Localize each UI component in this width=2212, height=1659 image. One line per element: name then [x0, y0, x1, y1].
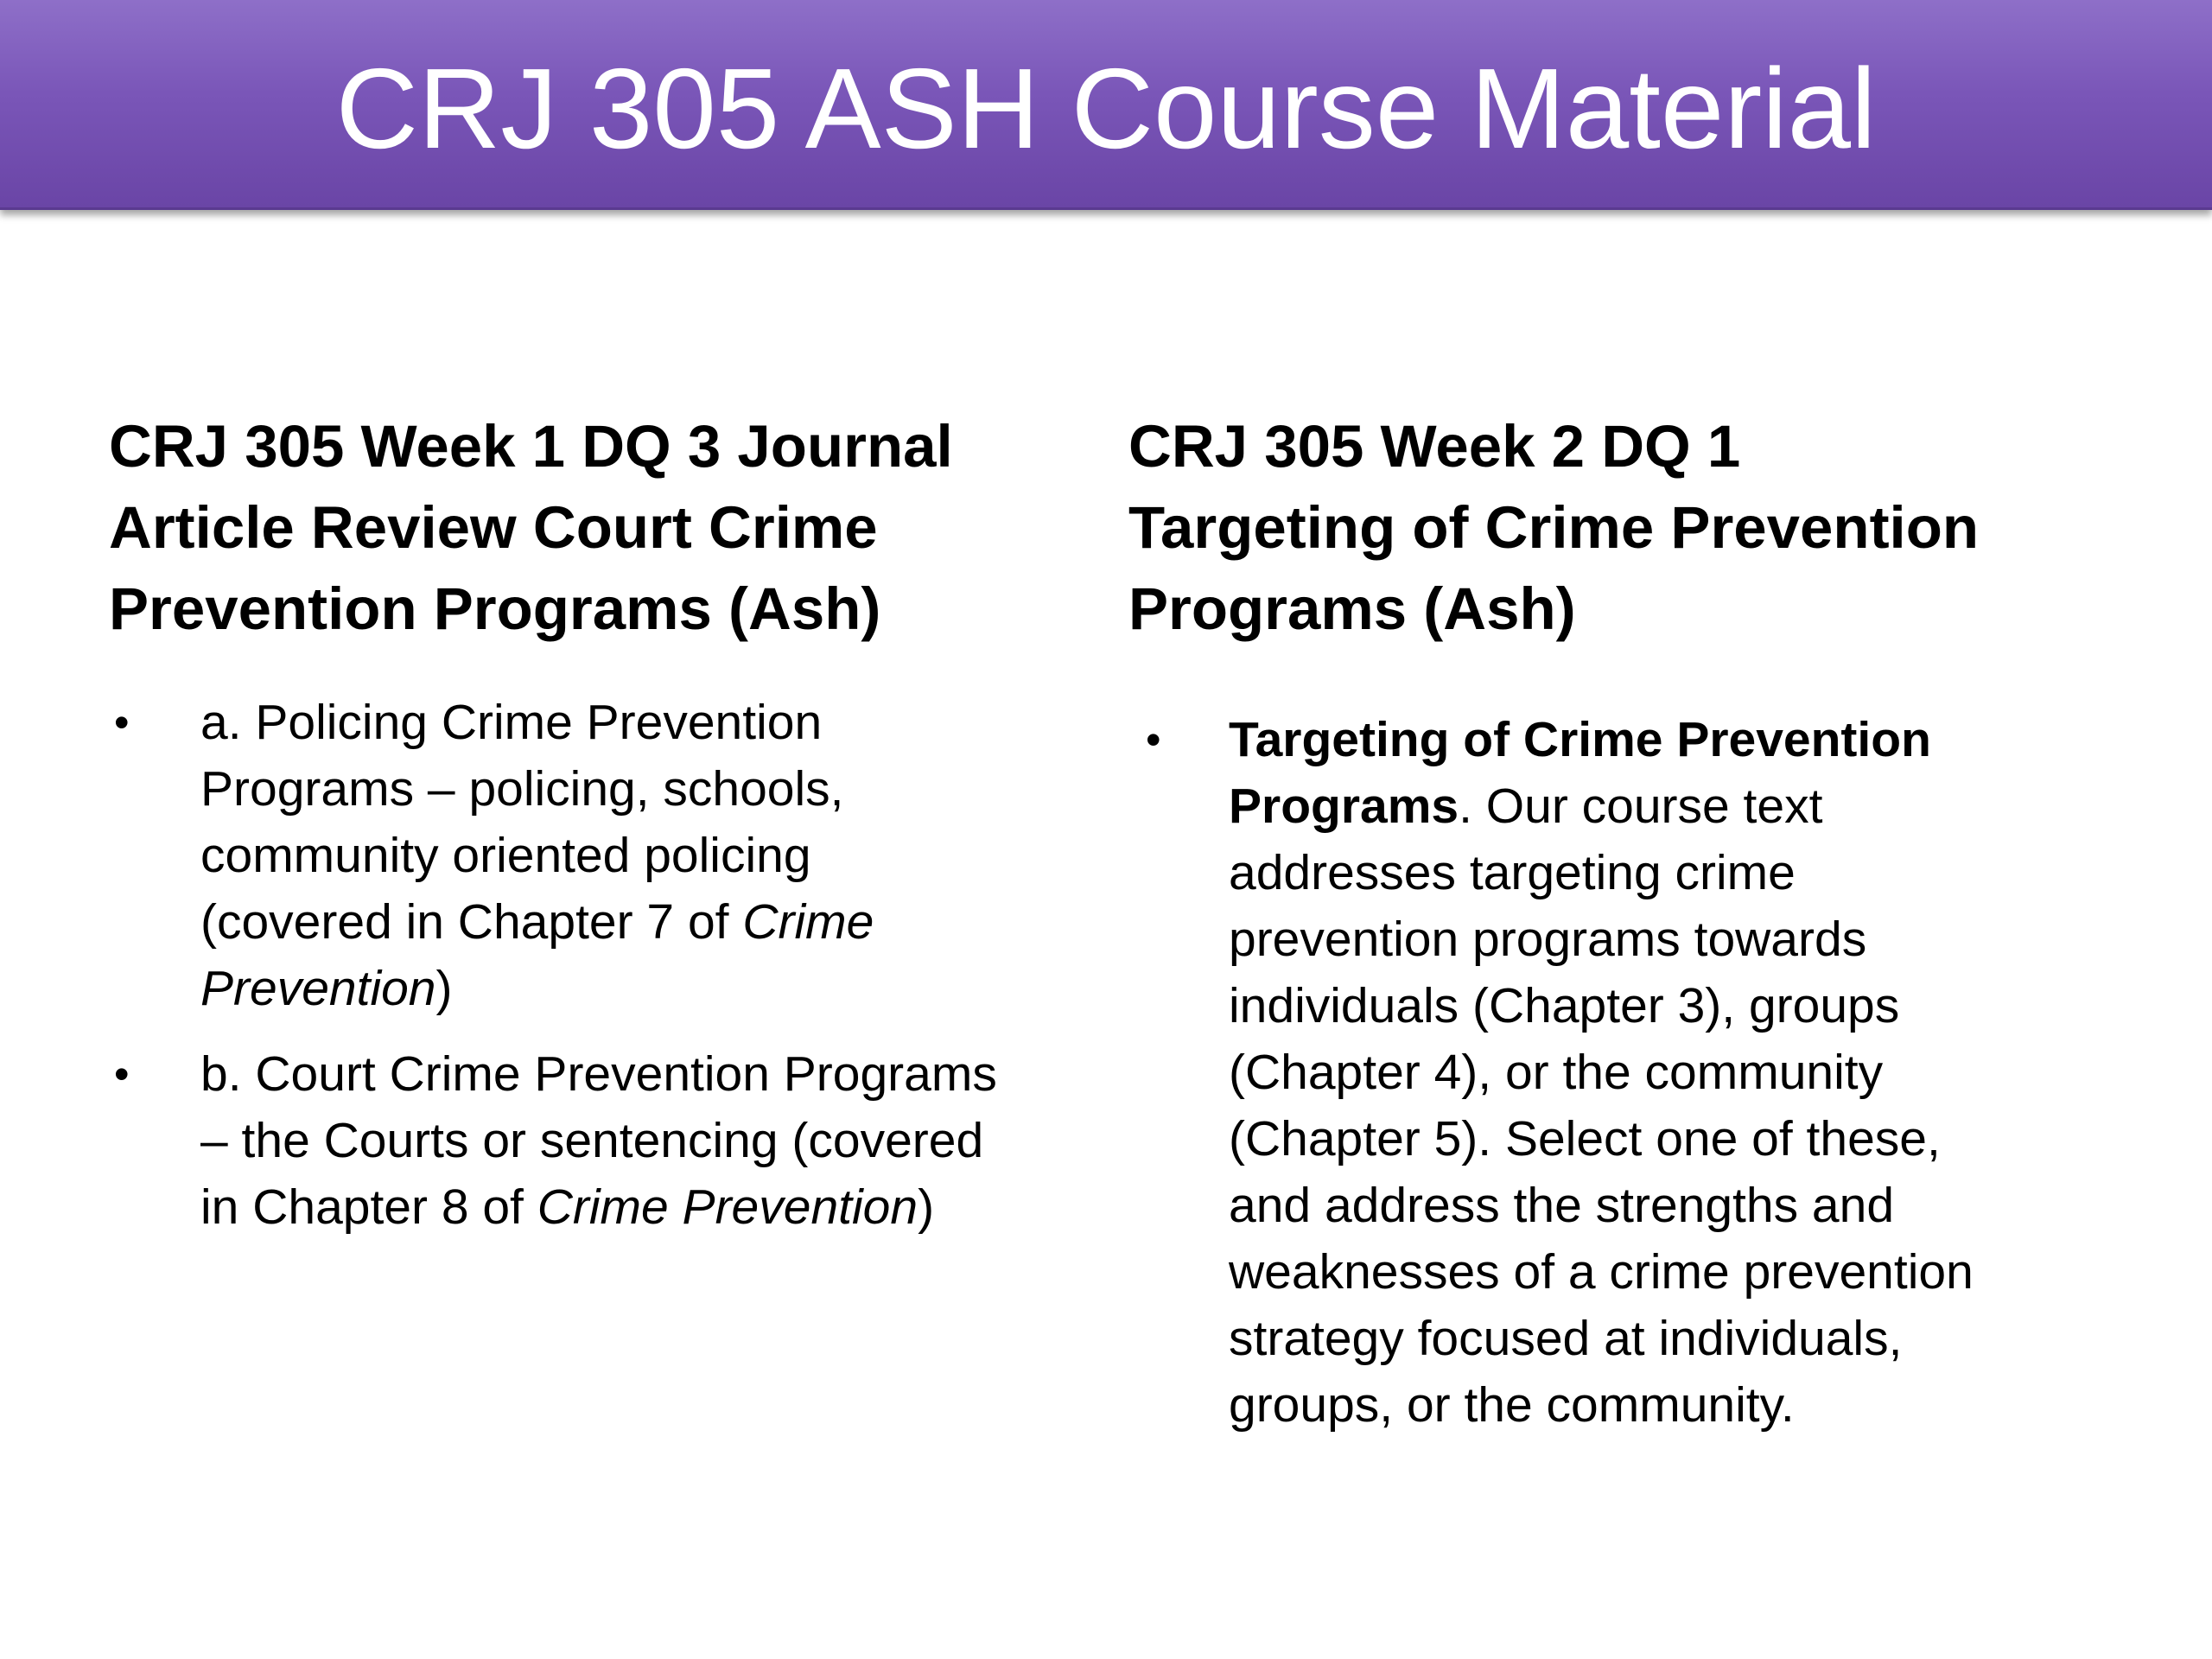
- book-title: Crime Prevention: [537, 1179, 918, 1235]
- right-heading: CRJ 305 Week 2 DQ 1 Targeting of Crime Prevention Programs (Ash): [1128, 413, 1980, 642]
- bullet-text-end: ): [435, 961, 453, 1016]
- list-item: [109, 1041, 1007, 1241]
- book-title: Crime Prevention: [200, 894, 874, 1016]
- title-bar: [0, 0, 2212, 210]
- right-column: [1128, 406, 1993, 1458]
- bullet-text-end: ): [918, 1179, 935, 1235]
- list-item: [109, 690, 1007, 1022]
- left-heading: CRJ 305 Week 1 DQ 3 Journal Article Review Court Crime Prevention Programs (Ash): [109, 413, 953, 642]
- left-column: [109, 406, 1007, 1260]
- left-bullet-list: [109, 690, 1007, 1241]
- bullet-text: b. Court Crime Prevention Programs – the Courts or sentencing (covered in Chapter 8 of: [200, 1046, 997, 1235]
- bullet-icon: •: [1146, 715, 1161, 764]
- right-bullet-list: [1128, 707, 1993, 1439]
- bullet-bold-lead: Targeting of Crime Prevention Programs: [1229, 712, 1931, 834]
- list-item: [1128, 707, 1993, 1439]
- slide-title: CRJ 305 ASH Course Material: [335, 44, 1877, 172]
- bullet-icon: •: [114, 698, 130, 747]
- bullet-icon: •: [114, 1050, 130, 1098]
- bullet-text: . Our course text addresses targeting crime prevention programs towards individuals (Chapter 3), groups (Chapter 4), or the community (Chapter 5). Select one of these, and address the strengths and weaknesses of a crime prevention strategy focused at individuals, groups, or the community.: [1229, 779, 1974, 1433]
- bullet-text: a. Policing Crime Prevention Programs – policing, schools, community oriented policing (covered in Chapter 7 of: [200, 695, 844, 950]
